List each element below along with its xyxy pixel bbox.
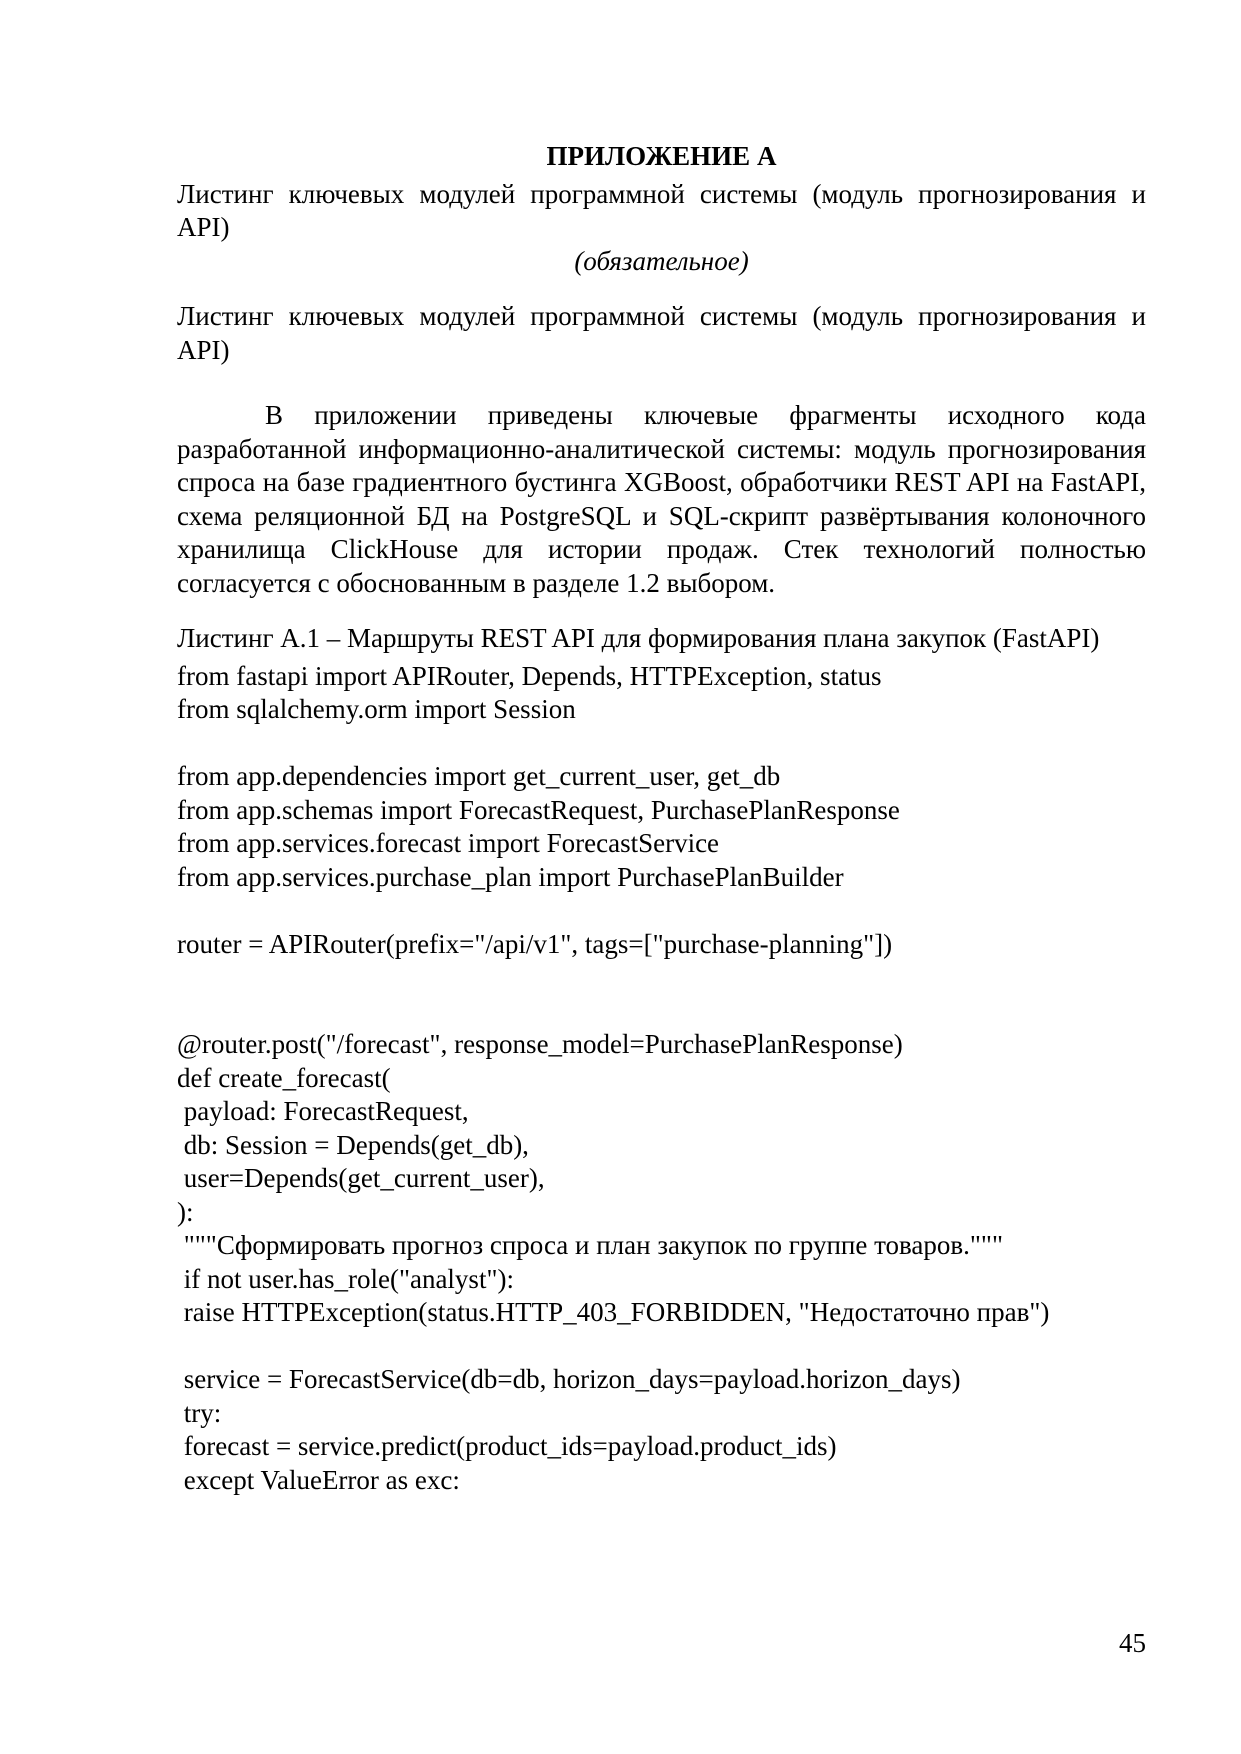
code-line	[177, 995, 1146, 1029]
page-content	[177, 140, 1146, 1497]
code-line: user=Depends(get_current_user),	[177, 1163, 545, 1193]
appendix-repeat-title: Листинг ключевых модулей программной системы (модуль прогнозирования и API)	[177, 301, 1146, 365]
code-line: from app.schemas import ForecastRequest, PurchasePlanResponse	[177, 794, 900, 825]
code-line: ):	[177, 1196, 194, 1227]
code-line: service = ForecastService(db=db, horizon_days=payload.horizon_days)	[177, 1364, 961, 1394]
code-line: try:	[177, 1397, 222, 1428]
code-line	[177, 894, 1146, 928]
page-number: 45	[1119, 1628, 1146, 1658]
code-line	[177, 1330, 1146, 1364]
code-line: payload: ForecastRequest,	[177, 1096, 469, 1126]
code-line: """Сформировать прогноз спроса и план закупок по группе товаров."""	[177, 1230, 1003, 1260]
appendix-mandatory-note: (обязательное)	[574, 245, 749, 276]
code-line: from fastapi import APIRouter, Depends, HTTPException, status	[177, 660, 882, 691]
code-line: forecast = service.predict(product_ids=payload.product_ids)	[177, 1431, 837, 1461]
code-listing	[177, 660, 1146, 1498]
code-line: from app.services.purchase_plan import PurchasePlanBuilder	[177, 861, 844, 892]
code-line: db: Session = Depends(get_db),	[177, 1129, 529, 1160]
listing-caption: Листинг А.1 – Маршруты REST API для формирования плана закупок (FastAPI)	[177, 623, 1100, 653]
code-line: raise HTTPException(status.HTTP_403_FORBIDDEN, "Недостаточно прав")	[177, 1297, 1050, 1327]
code-line: from app.services.forecast import ForecastService	[177, 828, 720, 858]
code-line: except ValueError as exc:	[177, 1464, 460, 1495]
intro-paragraph: В приложении приведены ключевые фрагменты исходного кода разработанной информационно-аналитической системы: модуль прогнозирования спроса на базе градиентного бустинга XGBoost, обработчики REST API на FastAPI, схема реляционной БД на PostgreSQL и SQL-скрипт развёртывания колоночного хранилища ClickHouse для истории продаж. Стек технологий полностью согласуется с обоснованным в разделе 1.2 выбором.	[177, 400, 1146, 598]
code-line: from sqlalchemy.orm import Session	[177, 694, 576, 724]
code-line: def create_forecast(	[177, 1062, 391, 1093]
code-line	[177, 727, 1146, 761]
code-line	[177, 961, 1146, 995]
code-line: router = APIRouter(prefix="/api/v1", tags=["purchase-planning"])	[177, 928, 893, 959]
code-line: from app.dependencies import get_current_user, get_db	[177, 761, 781, 791]
appendix-title: ПРИЛОЖЕНИЕ А	[546, 141, 777, 171]
code-line: if not user.has_role("analyst"):	[177, 1263, 514, 1294]
code-line: @router.post("/forecast", response_model=PurchasePlanResponse)	[177, 1029, 903, 1059]
appendix-subtitle: Листинг ключевых модулей программной системы (модуль прогнозирования и API)	[177, 178, 1146, 242]
